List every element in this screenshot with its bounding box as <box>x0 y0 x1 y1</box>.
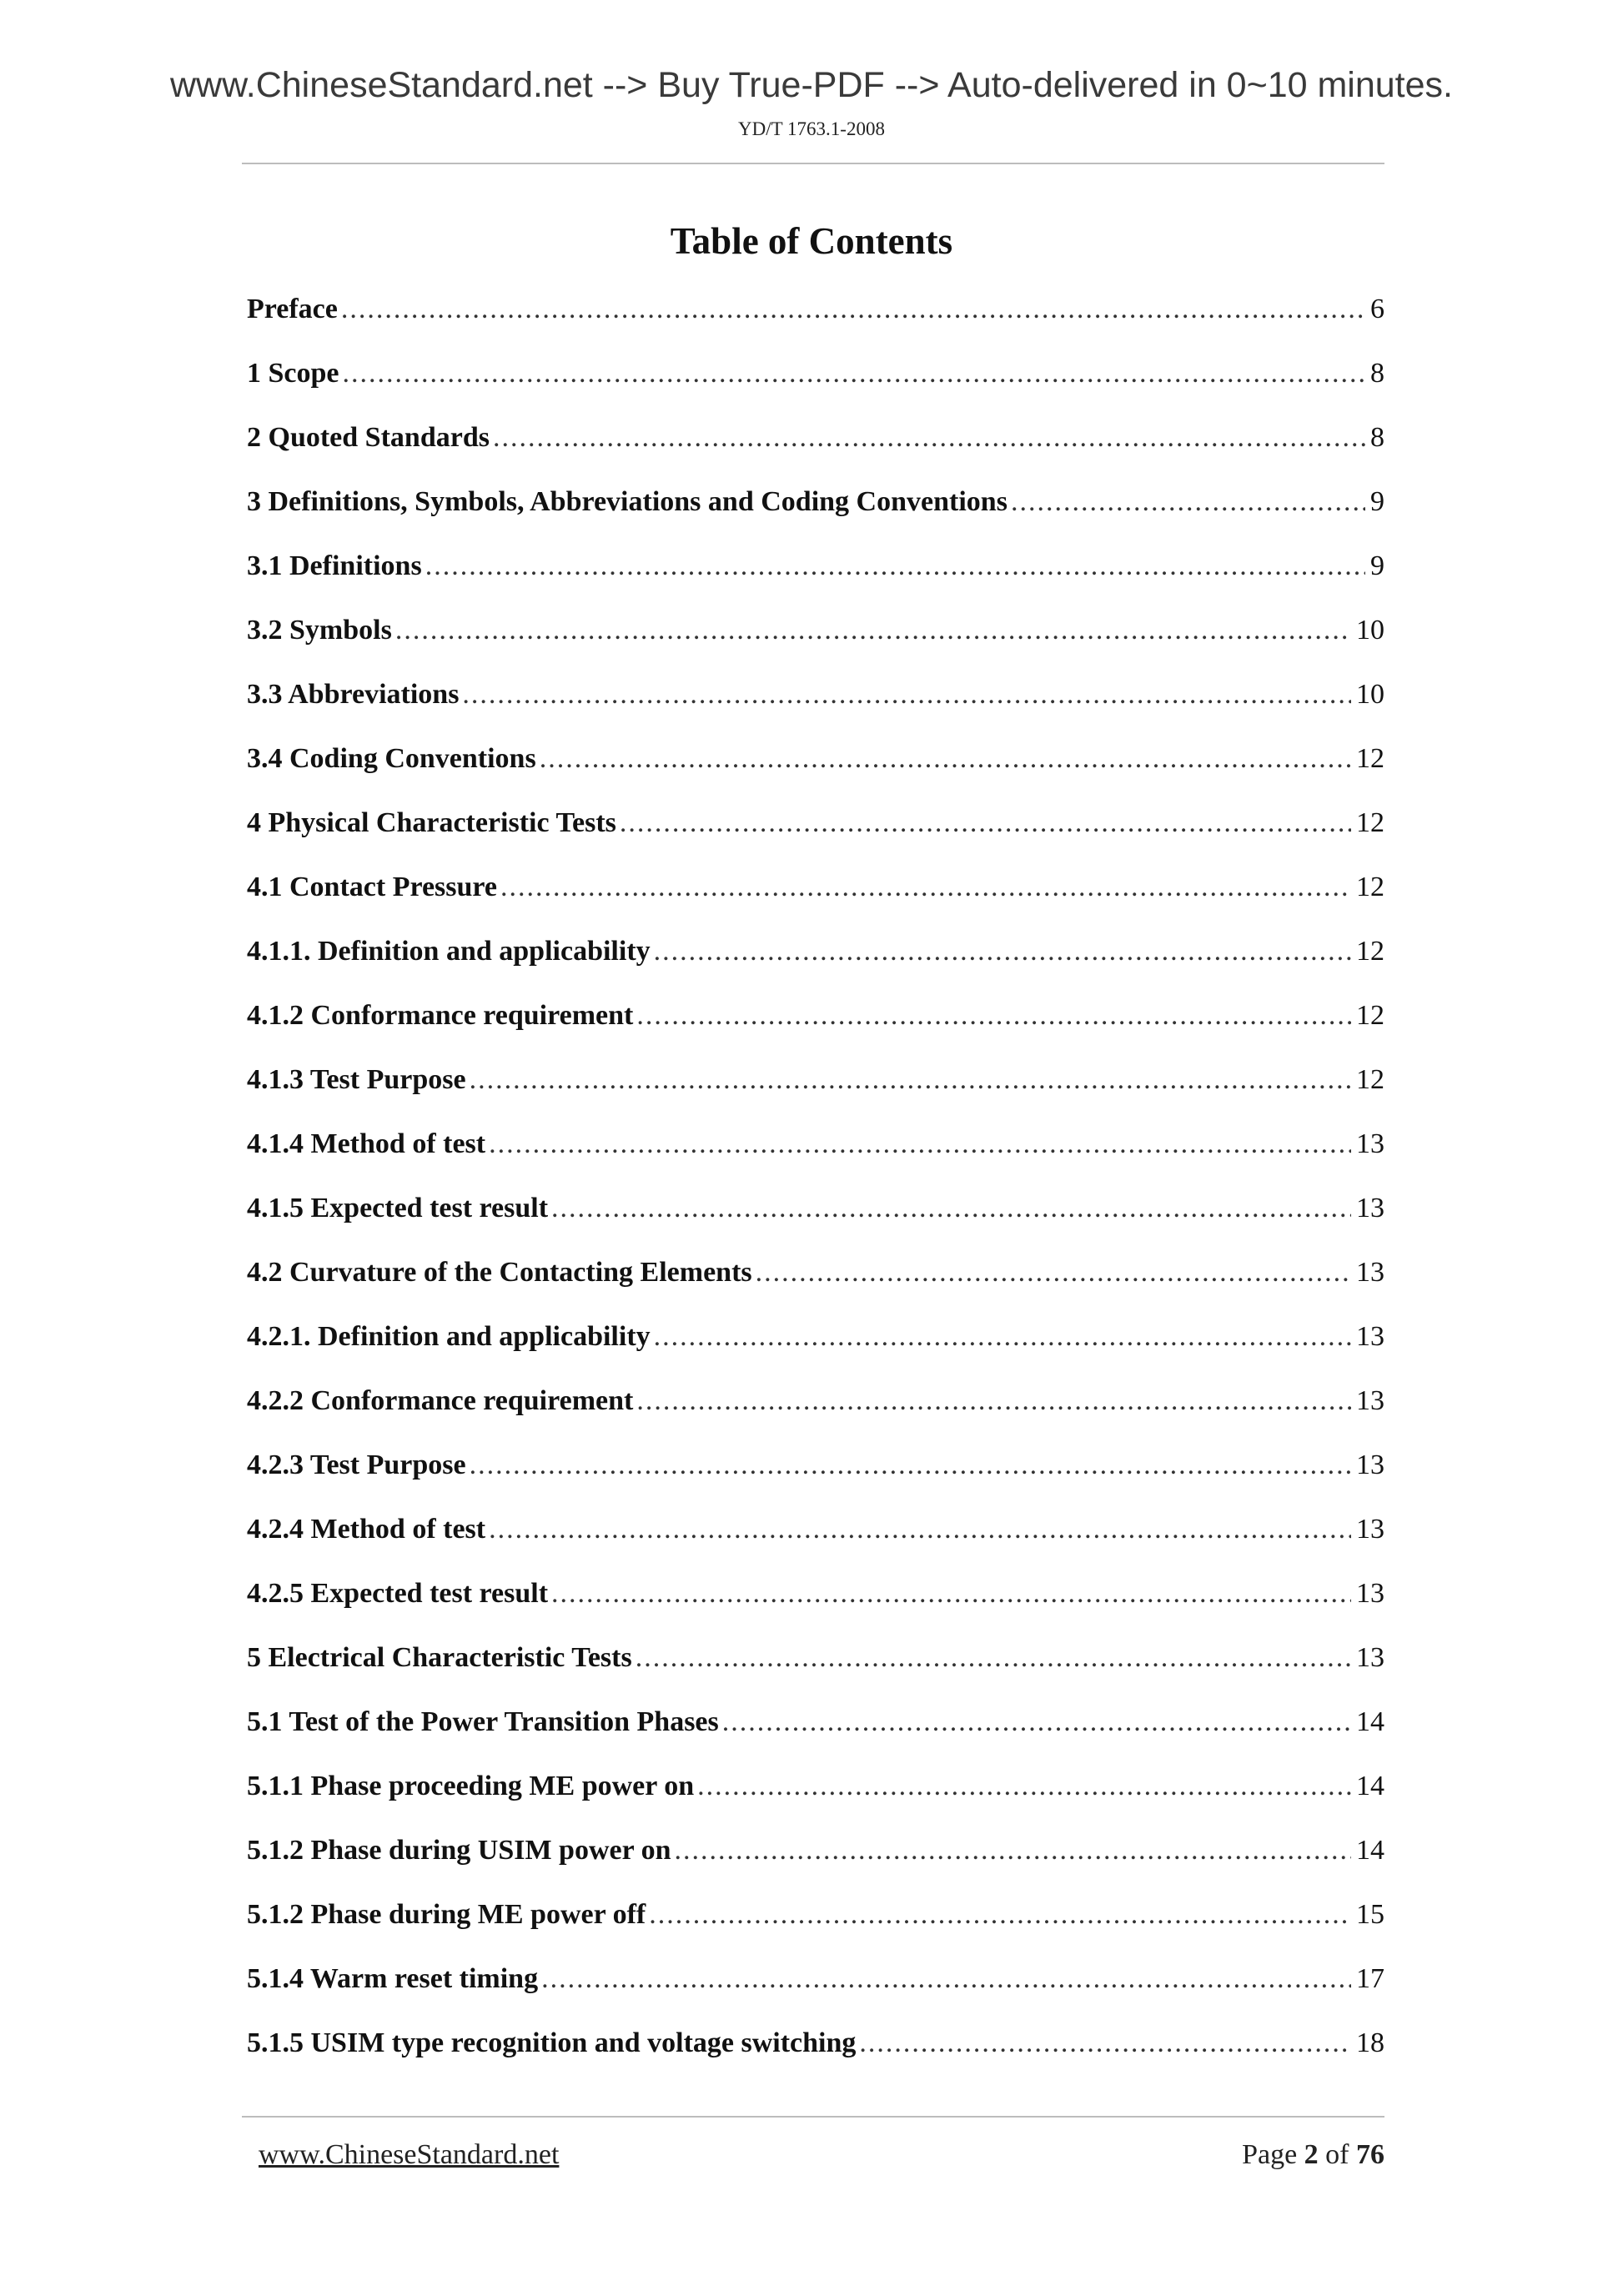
toc-entry-label: 3.2 Symbols <box>247 615 392 646</box>
toc-entry-page: 12 <box>1356 872 1384 902</box>
toc-entry-page: 12 <box>1356 1064 1384 1095</box>
toc-dot-leader <box>859 2027 1351 2059</box>
toc-entry-page: 13 <box>1356 1449 1384 1480</box>
toc-dot-leader <box>470 1064 1351 1096</box>
toc-entry-label: 2 Quoted Standards <box>247 422 490 453</box>
header-divider <box>242 163 1384 164</box>
site-banner: www.ChineseStandard.net --> Buy True-PDF --> Auto-delivered in 0~10 minutes. <box>169 65 1453 105</box>
toc-dot-leader <box>395 615 1351 646</box>
toc-entry-label: 5.1.2 Phase during ME power off <box>247 1899 646 1930</box>
toc-entry[interactable] <box>247 294 1384 358</box>
toc-dot-leader <box>470 1449 1351 1481</box>
toc-entry-page: 9 <box>1370 550 1384 581</box>
toc-entry-page: 10 <box>1356 679 1384 710</box>
toc-entry-page: 14 <box>1356 1706 1384 1737</box>
toc-entry[interactable] <box>247 1064 1384 1128</box>
toc-dot-leader <box>636 1642 1351 1674</box>
toc-dot-leader <box>541 1963 1351 1995</box>
toc-dot-leader <box>654 936 1351 967</box>
toc-entry-page: 12 <box>1356 936 1384 967</box>
toc-entry-label: 5 Electrical Characteristic Tests <box>247 1642 632 1673</box>
toc-entry[interactable] <box>247 1000 1384 1064</box>
toc-entry[interactable] <box>247 550 1384 615</box>
toc-entry[interactable] <box>247 1578 1384 1642</box>
footer-divider <box>242 2116 1384 2118</box>
toc-entry-label: 4.2.3 Test Purpose <box>247 1449 466 1480</box>
toc-entry-label: 4.1.2 Conformance requirement <box>247 1000 634 1031</box>
toc-entry[interactable] <box>247 1899 1384 1963</box>
toc-entry[interactable] <box>247 1771 1384 1835</box>
page-title: Table of Contents <box>670 220 953 262</box>
toc-dot-leader <box>425 550 1365 582</box>
toc-entry-label: 4.2 Curvature of the Contacting Elements <box>247 1257 752 1288</box>
toc-dot-leader <box>341 294 1365 325</box>
standard-code: YD/T 1763.1-2008 <box>738 118 885 139</box>
toc-entry-label: 5.1.2 Phase during USIM power on <box>247 1835 671 1866</box>
toc-entry-label: 5.1.4 Warm reset timing <box>247 1963 539 1994</box>
toc-entry[interactable] <box>247 486 1384 550</box>
toc-entry-page: 13 <box>1356 1642 1384 1673</box>
toc-entry-page: 10 <box>1356 615 1384 646</box>
toc-entry-page: 13 <box>1356 1257 1384 1288</box>
total-pages: 76 <box>1356 2139 1384 2170</box>
toc-entry-label: Preface <box>247 294 338 324</box>
toc-entry-label: 4.1 Contact Pressure <box>247 872 497 902</box>
toc-entry-label: 5.1 Test of the Power Transition Phases <box>247 1706 719 1737</box>
toc-entry[interactable] <box>247 615 1384 679</box>
toc-dot-leader <box>620 807 1351 839</box>
toc-entry-page: 6 <box>1370 294 1384 324</box>
toc-dot-leader <box>489 1128 1351 1160</box>
toc-entry[interactable] <box>247 807 1384 872</box>
toc-entry-label: 4.1.3 Test Purpose <box>247 1064 466 1095</box>
toc-dot-leader <box>500 872 1351 903</box>
toc-entry[interactable] <box>247 422 1384 486</box>
toc-dot-leader <box>697 1771 1351 1802</box>
toc-entry-page: 13 <box>1356 1514 1384 1545</box>
toc-entry[interactable] <box>247 1963 1384 2027</box>
toc-dot-leader <box>654 1321 1351 1353</box>
toc-dot-leader <box>493 422 1365 454</box>
page-of: of <box>1325 2139 1349 2170</box>
toc-entry-page: 8 <box>1370 422 1384 453</box>
toc-dot-leader <box>551 1578 1351 1610</box>
toc-dot-leader <box>649 1899 1351 1931</box>
toc-entry-label: 3.3 Abbreviations <box>247 679 460 710</box>
toc-dot-leader <box>489 1514 1351 1545</box>
toc-entry-label: 4.2.4 Method of test <box>247 1514 486 1545</box>
toc-entry[interactable] <box>247 936 1384 1000</box>
toc-entry-page: 13 <box>1356 1193 1384 1223</box>
toc-entry[interactable] <box>247 1321 1384 1385</box>
toc-entry[interactable] <box>247 1193 1384 1257</box>
toc-entry[interactable] <box>247 1642 1384 1706</box>
toc-entry-page: 12 <box>1356 807 1384 838</box>
toc-entry[interactable] <box>247 743 1384 807</box>
toc-dot-leader <box>636 1385 1351 1417</box>
toc-entry-label: 3.1 Definitions <box>247 550 422 581</box>
toc-entry-label: 3 Definitions, Symbols, Abbreviations and Coding Conventions <box>247 486 1007 517</box>
toc-entry-page: 15 <box>1356 1899 1384 1930</box>
toc-entry-page: 13 <box>1356 1578 1384 1609</box>
toc-entry-label: 3.4 Coding Conventions <box>247 743 536 774</box>
toc-entry-label: 4.2.1. Definition and applicability <box>247 1321 651 1352</box>
toc-entry[interactable] <box>247 1706 1384 1771</box>
toc-entry-page: 12 <box>1356 743 1384 774</box>
footer-site-link[interactable]: www.ChineseStandard.net <box>259 2139 560 2170</box>
toc-entry[interactable] <box>247 2027 1384 2092</box>
toc-entry[interactable] <box>247 1128 1384 1193</box>
toc-dot-leader <box>551 1193 1351 1224</box>
toc-entry-page: 14 <box>1356 1835 1384 1866</box>
page-number <box>1242 2139 1384 2171</box>
toc-entry-page: 13 <box>1356 1128 1384 1159</box>
toc-entry[interactable] <box>247 1257 1384 1321</box>
toc-entry-label: 4 Physical Characteristic Tests <box>247 807 616 838</box>
toc-entry-page: 17 <box>1356 1963 1384 1994</box>
toc-entry-page: 12 <box>1356 1000 1384 1031</box>
toc-entry[interactable] <box>247 1449 1384 1514</box>
toc-dot-leader <box>1011 486 1365 518</box>
table-of-contents <box>247 294 1384 2092</box>
toc-entry[interactable] <box>247 1835 1384 1899</box>
toc-entry-label: 4.1.4 Method of test <box>247 1128 486 1159</box>
toc-dot-leader <box>540 743 1351 775</box>
toc-entry-label: 4.2.5 Expected test result <box>247 1578 549 1609</box>
toc-dot-leader <box>636 1000 1351 1032</box>
toc-dot-leader <box>343 358 1366 389</box>
toc-entry-label: 1 Scope <box>247 358 339 389</box>
toc-dot-leader <box>756 1257 1351 1289</box>
toc-entry-label: 4.1.5 Expected test result <box>247 1193 549 1223</box>
toc-entry-page: 13 <box>1356 1385 1384 1416</box>
toc-entry-label: 4.2.2 Conformance requirement <box>247 1385 634 1416</box>
toc-entry[interactable] <box>247 1514 1384 1578</box>
toc-entry-label: 5.1.5 USIM type recognition and voltage switching <box>247 2027 857 2058</box>
toc-entry-page: 8 <box>1370 358 1384 389</box>
current-page: 2 <box>1304 2139 1319 2170</box>
toc-entry-label: 4.1.1. Definition and applicability <box>247 936 651 967</box>
toc-dot-leader <box>675 1835 1352 1866</box>
toc-entry[interactable] <box>247 358 1384 422</box>
toc-entry-label: 5.1.1 Phase proceeding ME power on <box>247 1771 695 1801</box>
toc-dot-leader <box>722 1706 1351 1738</box>
toc-entry[interactable] <box>247 872 1384 936</box>
toc-entry-page: 18 <box>1356 2027 1384 2058</box>
toc-dot-leader <box>462 679 1351 711</box>
page-prefix: Page <box>1242 2139 1298 2170</box>
toc-entry-page: 13 <box>1356 1321 1384 1352</box>
toc-entry-page: 9 <box>1370 486 1384 517</box>
toc-entry[interactable] <box>247 679 1384 743</box>
toc-entry-page: 14 <box>1356 1771 1384 1801</box>
toc-entry[interactable] <box>247 1385 1384 1449</box>
